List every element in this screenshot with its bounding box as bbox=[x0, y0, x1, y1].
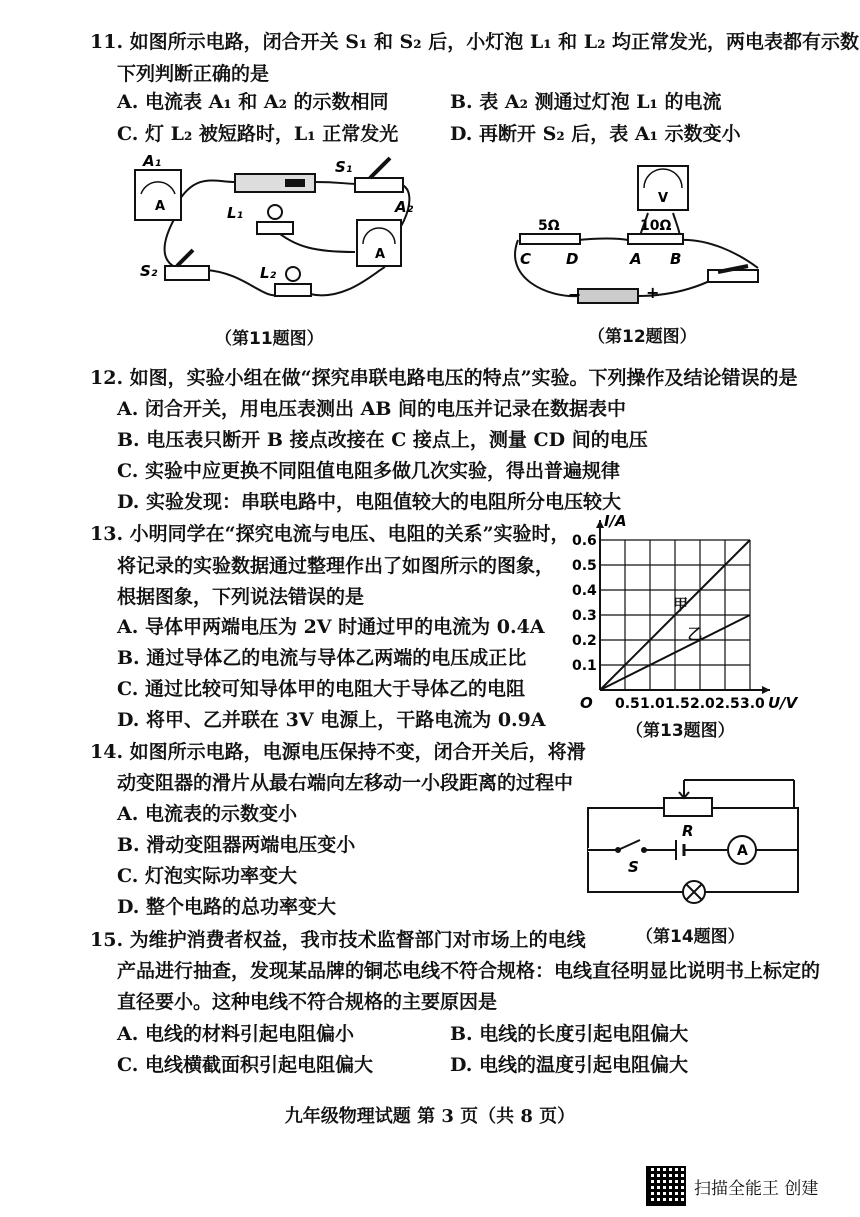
label-s1: S₁ bbox=[335, 158, 353, 176]
q11-option-c: C. 灯 L₂ 被短路时，L₁ 正常发光 bbox=[117, 123, 399, 145]
q12-option-d: D. 实验发现：串联电路中，电阻值较大的电阻所分电压较大 bbox=[117, 491, 622, 513]
page-footer: 九年级物理试题 第 3 页（共 8 页） bbox=[284, 1106, 576, 1127]
label-l1: L₁ bbox=[227, 204, 244, 222]
q11-stem-line2: 下列判断正确的是 bbox=[117, 63, 270, 85]
y-tick-label: 0.3 bbox=[572, 608, 597, 624]
q12-option-c: C. 实验中应更换不同阻值电阻多做几次实验，得出普遍规律 bbox=[117, 460, 621, 482]
q15-option-a: A. 电线的材料引起电阻偏小 bbox=[117, 1023, 354, 1045]
lamp-l2-base bbox=[275, 284, 311, 296]
switch bbox=[708, 270, 758, 282]
q11-circuit-figure bbox=[125, 152, 425, 312]
y-tick-label: 0.4 bbox=[572, 583, 597, 599]
switch-s2 bbox=[165, 266, 209, 280]
label-r: R bbox=[682, 822, 694, 840]
q12-caption: （第12题图） bbox=[588, 327, 697, 347]
label-l2: L₂ bbox=[260, 264, 277, 282]
q14-circuit-diagram bbox=[584, 778, 804, 918]
label-5ohm: 5Ω bbox=[538, 218, 560, 234]
x-axis-label: U/V bbox=[768, 694, 798, 712]
q13-graph bbox=[570, 512, 810, 725]
voltmeter-letter: V bbox=[658, 191, 669, 206]
q15-option-c: C. 电线横截面积引起电阻偏大 bbox=[117, 1054, 374, 1076]
q12-stem: 12. 如图，实验小组在做“探究串联电路电压的特点”实验。下列操作及结论错误的是 bbox=[90, 367, 798, 389]
y-axis-arrow bbox=[596, 520, 604, 528]
y-tick-label: 0.6 bbox=[572, 533, 597, 549]
q11-option-a: A. 电流表 A₁ 和 A₂ 的示数相同 bbox=[117, 91, 389, 113]
y-tick-label: 0.1 bbox=[572, 658, 597, 674]
ammeter-a2-letter: A bbox=[375, 247, 386, 262]
y-tick-label: 0.2 bbox=[572, 633, 597, 649]
q14-caption: （第14题图） bbox=[636, 927, 745, 947]
q13-option-b: B. 通过导体乙的电流与导体乙两端的电压成正比 bbox=[117, 647, 527, 669]
origin-label: O bbox=[580, 694, 593, 712]
q13-caption: （第13题图） bbox=[626, 721, 735, 741]
ammeter-a1-letter: A bbox=[155, 199, 166, 214]
label-10ohm: 10Ω bbox=[640, 218, 672, 234]
resistor-10ohm bbox=[628, 234, 683, 244]
lamp-l1-base bbox=[257, 222, 293, 234]
x-tick-label: 2.5 bbox=[715, 696, 740, 712]
q11-option-b: B. 表 A₂ 测通过灯泡 L₁ 的电流 bbox=[450, 91, 722, 113]
q14-option-c: C. 灯泡实际功率变大 bbox=[117, 865, 298, 887]
label-s2: S₂ bbox=[140, 262, 158, 280]
y-axis-label: I/A bbox=[604, 512, 627, 530]
resistor-5ohm bbox=[520, 234, 580, 244]
q13-option-c: C. 通过比较可知导体甲的电阻大于导体乙的电阻 bbox=[117, 678, 526, 700]
q12-circuit-figure bbox=[508, 158, 768, 308]
label-a2: A₂ bbox=[395, 198, 414, 216]
label-b: B bbox=[670, 250, 682, 268]
watermark-text: 扫描全能王 创建 bbox=[694, 1178, 819, 1199]
q14-option-d: D. 整个电路的总功率变大 bbox=[117, 896, 337, 918]
x-tick-label: 3.0 bbox=[740, 696, 765, 712]
series-label-yi: 乙 bbox=[687, 625, 703, 643]
label-c: C bbox=[520, 250, 532, 268]
x-tick-label: 1.0 bbox=[640, 696, 665, 712]
q12-option-b: B. 电压表只断开 B 接点改接在 C 接点上，测量 CD 间的电压 bbox=[117, 429, 648, 451]
battery-minus: − bbox=[568, 285, 582, 304]
q15-option-b: B. 电线的长度引起电阻偏大 bbox=[450, 1023, 689, 1045]
q13-stem-line1: 13. 小明同学在“探究电流与电压、电阻的关系”实验时， bbox=[90, 523, 570, 545]
q15-stem-line1: 15. 为维护消费者权益，我市技术监督部门对市场上的电线 bbox=[90, 929, 586, 951]
q11-option-d: D. 再断开 S₂ 后，表 A₁ 示数变小 bbox=[450, 123, 741, 145]
q14-option-b: B. 滑动变阻器两端电压变小 bbox=[117, 834, 356, 856]
x-tick-label: 2.0 bbox=[690, 696, 715, 712]
q12-option-a: A. 闭合开关，用电压表测出 AB 间的电压并记录在数据表中 bbox=[117, 398, 627, 420]
q14-option-a: A. 电流表的示数变小 bbox=[117, 803, 297, 825]
q13-option-a: A. 导体甲两端电压为 2V 时通过甲的电流为 0.4A bbox=[117, 616, 545, 638]
q15-stem-line3: 直径要小。这种电线不符合规格的主要原因是 bbox=[117, 991, 498, 1013]
x-axis-arrow bbox=[762, 686, 770, 694]
x-tick-label: 1.5 bbox=[665, 696, 690, 712]
battery bbox=[578, 289, 638, 303]
q15-stem-line2: 产品进行抽查，发现某品牌的铜芯电线不符合规格：电线直径明显比说明书上标定的 bbox=[117, 960, 821, 982]
q15-option-d: D. 电线的温度引起电阻偏大 bbox=[450, 1054, 689, 1076]
label-a1: A₁ bbox=[143, 152, 162, 170]
y-tick-label: 0.5 bbox=[572, 558, 597, 574]
label-a: A bbox=[630, 250, 642, 268]
x-tick-label: 0.5 bbox=[615, 696, 640, 712]
rheostat bbox=[664, 798, 712, 816]
q13-option-d: D. 将甲、乙并联在 3V 电源上，干路电流为 0.9A bbox=[117, 709, 546, 731]
series-label-jia: 甲 bbox=[673, 595, 689, 614]
battery-plus: + bbox=[646, 283, 660, 302]
label-s: S bbox=[628, 858, 639, 876]
q14-stem-line1: 14. 如图所示电路，电源电压保持不变，闭合开关后，将滑 bbox=[90, 741, 586, 763]
lamp-l1-bulb bbox=[268, 205, 282, 219]
q13-stem-line2: 将记录的实验数据通过整理作出了如图所示的图象， bbox=[117, 555, 555, 577]
q11-stem-line1: 11. 如图所示电路，闭合开关 S₁ 和 S₂ 后，小灯泡 L₁ 和 L₂ 均正常发光，两电表都有示数 bbox=[90, 31, 860, 53]
q13-stem-line3: 根据图象，下列说法错误的是 bbox=[117, 586, 365, 608]
label-ammeter: A bbox=[737, 843, 748, 859]
battery-symbol bbox=[676, 840, 684, 860]
qr-code-icon bbox=[646, 1166, 686, 1206]
q14-stem-line2: 动变阻器的滑片从最右端向左移动一小段距离的过程中 bbox=[117, 772, 574, 794]
lamp-l2-bulb bbox=[286, 267, 300, 281]
q11-caption: （第11题图） bbox=[215, 329, 324, 349]
label-d: D bbox=[566, 250, 579, 268]
switch-s1 bbox=[355, 178, 403, 192]
scanner-watermark bbox=[646, 1166, 818, 1206]
